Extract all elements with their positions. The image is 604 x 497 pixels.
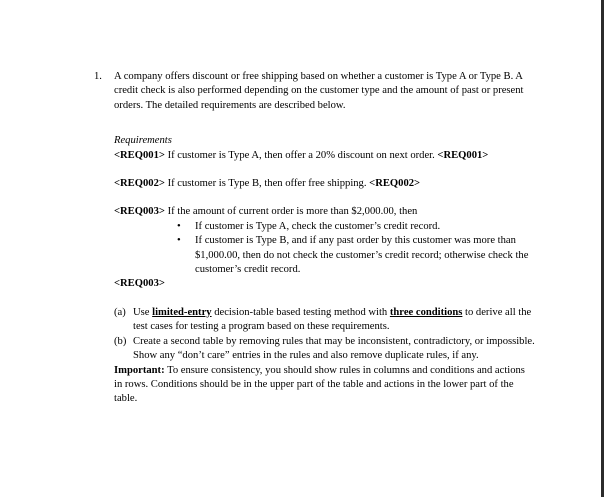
- req003-bullet-item: [176, 234, 535, 277]
- req003-close-line: [114, 277, 535, 291]
- req003-bullet-text: If customer is Type A, check the customer’s credit record.: [195, 220, 441, 232]
- req002-close-tag: <REQ002>: [369, 178, 421, 190]
- req003-close-tag: <REQ003>: [114, 278, 165, 290]
- question-document: [95, 70, 535, 407]
- task-b-label: (b): [114, 335, 127, 347]
- task-b-text: Create a second table by removing rules that may be inconsistent, contradictory, or impossible. Show any “don’t care” entries in the rules and also remove duplicate rules, if any.: [133, 335, 535, 362]
- requirement-req001: [114, 149, 535, 163]
- task-a-emphasis-limited-entry: limited-entry: [152, 306, 212, 318]
- task-b: [114, 335, 535, 364]
- important-note: [114, 364, 535, 407]
- question-body: [114, 70, 535, 407]
- req001-close-tag: <REQ001>: [437, 149, 489, 161]
- req003-bullet-list: [176, 220, 535, 278]
- question-intro: A company offers discount or free shipping based on whether a customer is Type A or Type B. A credit check is also performed depending on the customer type and the amount of past or present orders. The detailed requirements are described below.: [114, 71, 524, 111]
- task-a-emphasis-three-conditions: three conditions: [389, 306, 463, 318]
- requirements-heading: Requirements: [114, 135, 172, 147]
- bullet-icon: •: [177, 220, 181, 232]
- requirement-req003: [114, 205, 535, 291]
- important-label: Important:: [114, 364, 165, 376]
- task-a-post: to derive all the test cases for testing a program based on these requirements.: [133, 306, 532, 333]
- question-number: 1.: [94, 71, 102, 82]
- req002-open-tag: <REQ002>: [114, 178, 165, 190]
- req003-text: If the amount of current order is more than $2,000.00, then: [167, 206, 418, 218]
- req003-open-tag: <REQ003>: [114, 206, 165, 218]
- req003-bullet-text: If customer is Type B, and if any past order by this customer was more than $1,000.00, then do not check the customer’s credit record; otherwise check the customer’s credit record.: [195, 235, 529, 276]
- req002-text: If customer is Type B, then offer free shipping.: [167, 178, 367, 190]
- bullet-icon: •: [177, 235, 181, 247]
- task-a-pre: Use: [133, 306, 150, 318]
- req001-open-tag: <REQ001>: [114, 149, 165, 161]
- req003-bullet-item: [176, 220, 535, 234]
- important-text: To ensure consistency, you should show rules in columns and conditions and actions in rows. Conditions should be in the upper part of the table and actions in the lower part of the table.: [114, 364, 525, 405]
- task-list: [114, 306, 535, 364]
- req001-text: If customer is Type A, then offer a 20% discount on next order.: [167, 149, 435, 161]
- task-a-mid: decision-table based testing method with: [214, 306, 388, 318]
- requirement-req002: [114, 177, 535, 191]
- task-a: [114, 306, 535, 335]
- task-a-label: (a): [114, 306, 126, 318]
- req003-line: [114, 205, 535, 219]
